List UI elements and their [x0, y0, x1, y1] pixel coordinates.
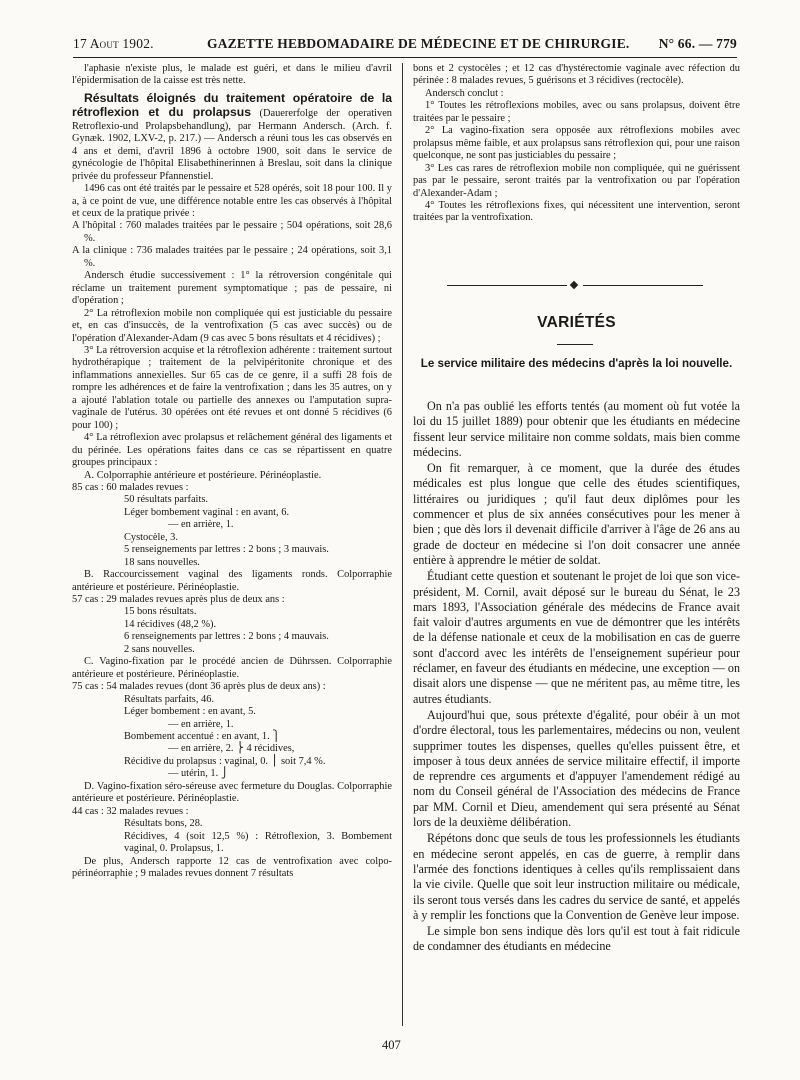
text-paragraph: De plus, Andersch rapporte 12 cas de ventrofixation avec colpo-périnéorraphie ; 9 malades revues donnent 7 résultats	[72, 855, 392, 879]
results-line: Récidives, 4 (soit 12,5 %) : Rétroflexion, 3. Bombement vaginal, 0. Prolapsus, 1.	[124, 830, 392, 855]
issue-page-number: N° 66. — 779	[658, 36, 737, 51]
text-paragraph: 4° Toutes les rétroflexions fixes, qui nécessitent une intervention, seront traitées par la ventrofixation.	[413, 199, 740, 224]
results-line: 50 résultats parfaits.	[124, 494, 208, 506]
abstract-paragraph	[72, 92, 392, 183]
page-number: 407	[382, 1038, 401, 1052]
results-line: Léger bombement vaginal : en avant, 6.	[124, 506, 290, 518]
section-heading: VARIÉTÉS	[537, 314, 616, 331]
header-rule	[73, 57, 737, 58]
article-paragraph: On fit remarquer, à ce moment, que la durée des études médicales est plus longue que celle des études scientifiques, littéraires ou juridiques ; qu'il faut deux diplômes pour les commencer et plus de six années consécutives pour les mener à bien ; que dès lors il devenait difficile d'arriver à l'âge de 26 ans au grade de docteur en médecine si l'on doit consacrer une année entière à apprendre le métier de soldat.	[413, 461, 740, 567]
abstract-title: Résultats éloignés du traitement opératoire de la rétroflexion et du prolapsus	[72, 90, 392, 120]
results-line: Cystocèle, 3.	[124, 531, 178, 543]
text-paragraph: 2° La vagino-fixation sera opposée aux rétroflexions mobiles avec prolapsus même faible, et aux prolapsus sans rétroflexion qui, pour une raison quelconque, ne sont pas justiciables du pessaire ;	[413, 125, 740, 162]
results-line: 2 sans nouvelles.	[124, 643, 195, 655]
text-paragraph: bons et 2 cystocèles ; et 12 cas d'hystérectomie vaginale avec réfection du périnée : 8 malades revues, 5 guérisons et 3 récidives (rectocèle).	[413, 63, 740, 87]
text-paragraph: 57 cas : 29 malades revues après plus de deux ans :	[72, 594, 285, 606]
running-header	[73, 36, 737, 56]
journal-title: GAZETTE HEBDOMADAIRE DE MÉDECINE ET DE CHIRURGIE.	[207, 36, 630, 51]
section-ornament	[447, 282, 703, 290]
text-paragraph: l'aphasie n'existe plus, le malade est guéri, et dans le milieu d'avril l'épidermisation de la caisse est très nette.	[72, 63, 392, 87]
results-line: — en arrière, 1.	[168, 718, 234, 730]
results-line: 14 récidives (48,2 %).	[124, 618, 217, 630]
results-line: 6 renseignements par lettres : 2 bons ; 4 mauvais.	[124, 631, 329, 643]
article-body	[413, 399, 740, 956]
text-paragraph: 4° La rétroflexion avec prolapsus et relâchement général des ligaments et du périnée. Les opérations faites dans ce cas se répartissent en quatre groupes principaux :	[72, 432, 392, 469]
results-line: Résultats parfaits, 46.	[124, 693, 215, 705]
text-paragraph: A la clinique : 736 malades traitées par le pessaire ; 24 opérations, soit 3,1 %.	[72, 245, 392, 269]
article-paragraph: On n'a pas oublié les efforts tentés (au moment où fut votée la loi du 15 juillet 1889) pour obtenir que les étudiants en médecine fissent leur service militaire non comme soldats, mais bien comme médecins.	[413, 399, 740, 459]
article-paragraph: Aujourd'hui que, sous prétexte d'égalité, pour obéir à un mot d'ordre électoral, tous les parlementaires, médecins ou non, veulent supprimer toutes les dispenses, quelles qu'elles puissent être, et imposer à tous deux années de service militaire effectif, il importe de reprendre ces arguments et d'appuyer l'amendement rédigé au nom du Conseil général de l'Association des médecins de France par MM. Cornil et Dieu, amendement qui sera présenté au Sénat lors de la deuxième délibération.	[413, 707, 740, 830]
text-paragraph: Andersch conclut :	[425, 87, 504, 99]
text-paragraph: 3° La rétroversion acquise et la rétroflexion adhérente : traitement surtout hydrothérapique ; traitement de la pelvipéritonite chronique et des inflammations annexielles. Sur 65 cas de ce genre, il a suffi 28 fois de rompre les adhérences et de faire la ventrofixation ; dans les 35 autres, on y a ajouté l'ablation totale ou partielle des annexes ou l'amputation supra-vaginale de l'utérus. 30 opérées ont été revues et ont donné 5 récidives (6 pour 100) ;	[72, 344, 392, 431]
text-paragraph: A l'hôpital : 760 malades traitées par le pessaire ; 504 opérations, soit 28,6 %.	[72, 220, 392, 244]
results-line: 18 sans nouvelles.	[124, 556, 200, 568]
text-paragraph: A. Colporraphie antérieure et postérieure. Périnéoplastie.	[84, 469, 322, 481]
left-column	[72, 63, 392, 880]
results-line: Bombement accentué : en avant, 1. ⎫	[124, 731, 281, 743]
heading-rule	[557, 344, 593, 345]
article-title: Le service militaire des médecins d'après la loi nouvelle.	[420, 357, 733, 370]
results-line: Léger bombement : en avant, 5.	[124, 706, 256, 718]
text-paragraph: 75 cas : 54 malades revues (dont 36 après plus de deux ans) :	[72, 681, 326, 693]
results-line: 15 bons résultats.	[124, 606, 197, 618]
column-divider	[402, 63, 403, 1026]
text-paragraph: C. Vagino-fixation par le procédé ancien de Dührssen. Colporraphie antérieure et postérieure. Périnéoplastie.	[72, 656, 392, 680]
article-paragraph: Le simple bon sens indique dès lors qu'il est tout à fait ridicule de condamner des étudiants en médecine	[413, 924, 740, 954]
abstract-text: (Dauererfolge der operativen Retroflexio-und Prolapsbehandlung), par Hermann Andersch. (Arch. f. Gynæk. 1902, LXV-2, p. 217.) — Andersch a réuni tous les cas observés en 4 ans et demi, d'avril 1896 à octobre 1900, soit dans le service de gynécologie de l'hôpital Elisabethinerinnen à Breslau, soit dans la clinique privée du professeur Pfannenstiel.	[72, 108, 392, 182]
text-paragraph: Andersch étudie successivement : 1° la rétroversion congénitale qui réclame un traitement purement symptomatique ; pas de pessaire, ni d'opération ;	[72, 270, 392, 307]
text-paragraph: D. Vagino-fixation séro-séreuse avec fermeture du Douglas. Colporraphie antérieure et postérieure. Périnéoplastie.	[72, 780, 392, 805]
text-paragraph: 1496 cas ont été traités par le pessaire et 528 opérés, soit 18 pour 100. Il y a, à ce point de vue, une différence notable entre les cas observés à l'hôpital et ceux de la pratique privée :	[72, 183, 392, 219]
text-paragraph: 1° Toutes les rétroflexions mobiles, avec ou sans prolapsus, doivent être traitées par le pessaire ;	[413, 100, 740, 124]
results-line: — en arrière, 1.	[168, 519, 234, 531]
results-line: Résultats bons, 28.	[124, 818, 203, 830]
results-line: — utérin, 1. ⎭	[168, 768, 229, 780]
article-paragraph: Répétons donc que seuls de tous les professionnels les étudiants en médecine seront appelés, en cas de guerre, à remplir dans l'armée des fonctions identiques à celles qu'ils remplissaient dans la vie civile. Quelle que soit leur instruction militaire ou médicale, ils seront tous versés dans les cadres du service de santé, et appelés à y remplir les fonctions que la Convention de Genève leur impose.	[413, 831, 740, 922]
text-paragraph: 85 cas : 60 malades revues :	[72, 481, 189, 493]
text-paragraph: B. Raccourcissement vaginal des ligaments ronds. Colporraphie antérieure et postérieure. Périnéoplastie.	[72, 569, 392, 593]
header-date: 17 Aout 1902.	[73, 36, 154, 51]
results-line: 5 renseignements par lettres : 2 bons ; 3 mauvais.	[124, 544, 329, 556]
text-paragraph: 3° Les cas rares de rétroflexion mobile non compliquée, qui ne guérissent pas par le pessaire, seront traités par la ventrofixation ou par l'opération d'Alexander-Adam ;	[413, 162, 740, 199]
results-line: Récidive du prolapsus : vaginal, 0. ⎪ soit 7,4 %.	[124, 755, 326, 767]
text-paragraph: 2° La rétroflexion mobile non compliquée qui est justiciable du pessaire et, en cas d'insuccès, de la ventrofixation (5 cas avec succès) ou de l'opération d'Alexander-Adam (9 cas avec 5 bons résultats et 4 récidives) ;	[72, 307, 392, 344]
results-line: — en arrière, 2. ⎬ 4 récidives,	[168, 743, 295, 755]
article-paragraph: Étudiant cette question et soutenant le projet de loi que son vice-président, M. Cornil, avait déposé sur le bureau du Sénat, le 23 mars 1893, l'Association générale des médecins de France avait fait valoir d'autres arguments en vue de démontrer que les intérêts de la défense nationale et ceux de la mobilisation en cas de guerre sont d'accord avec les intérêts de l'enseignement supérieur pour réclamer, en faveur des étudiants en médecine, une exception — on disait alors une dispense — que ne méritent pas, au même titre, les autres étudiants.	[413, 569, 740, 706]
text-paragraph: 44 cas : 32 malades revues :	[72, 805, 189, 817]
right-column	[413, 63, 740, 225]
